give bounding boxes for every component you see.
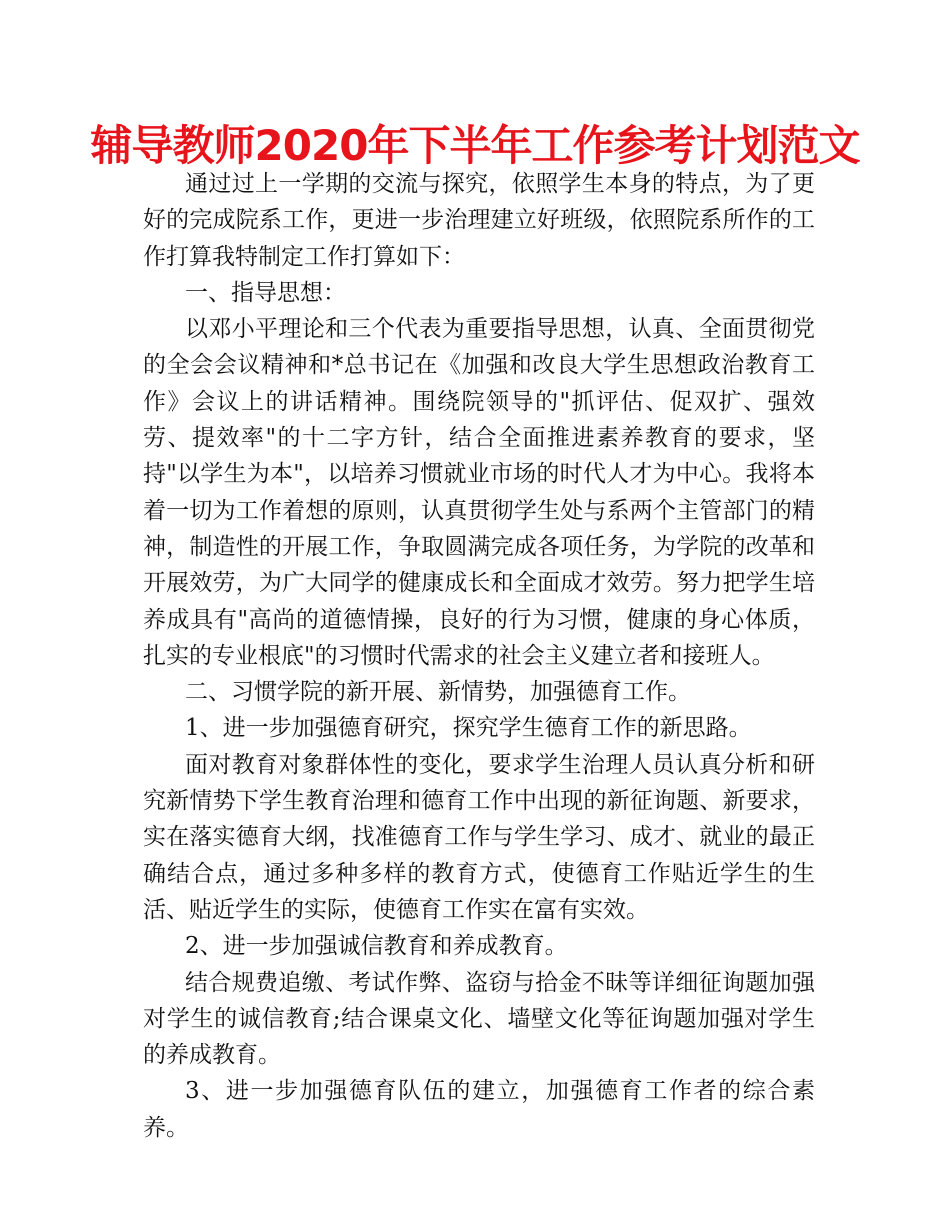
subheading-integrity-education: 2、进一步加强诚信教育和养成教育。 (185, 933, 568, 960)
paragraph-guiding-thought: 以邓小平理论和三个代表为重要指导思想，认真、全面贯彻党的全会会议精神和*总书记在《加强和改良大学生思想政治教育工作》会议上的讲话精神。围绕院领导的"抓评估、促双扩、强效劳、提效率"的十二字方针，结合全面推进素养教育的要求，坚持"以学生为本"，以培养习惯就业市场的时代人才为中心。我将本着一切为工作着想的原则，认真贯彻学生处与系两个主管部门的精神，制造性的开展工作，争取圆满完成各项任务，为学院的改革和开展效劳，为广大同学的健康成长和全面成才效劳。努力把学生培养成具有"高尚的道德情操，良好的行为习惯，健康的身心体质，扎实的专业根底"的习惯时代需求的社会主义建立者和接班人。 (143, 316, 815, 669)
document-title: 辅导教师2020年下半年工作参考计划范文 (90, 121, 860, 170)
section-heading-guiding-thought: 一、指导思想： (185, 279, 346, 306)
paragraph-intro: 通过过上一学期的交流与探究，依照学生本身的特点，为了更好的完成院系工作，更进一步治理建立好班级，依照院系所作的工作打算我特制定工作打算如下： (143, 171, 815, 270)
document-body (143, 166, 815, 1146)
subheading-team-building: 3、进一步加强德育队伍的建立，加强德育工作者的综合素养。 (143, 1078, 815, 1141)
paragraph-integrity-education: 结合规费追缴、考试作弊、盗窃与拾金不昧等详细征询题加强对学生的诚信教育;结合课桌文化、墙壁文化等征询题加强对学生的养成教育。 (143, 969, 815, 1069)
section-heading-moral-education: 二、习惯学院的新开展、新情势，加强德育工作。 (185, 679, 691, 706)
subheading-moral-research: 1、进一步加强德育研究，探究学生德育工作的新思路。 (185, 715, 752, 742)
paragraph-moral-research: 面对教育对象群体性的变化，要求学生治理人员认真分析和研究新情势下学生教育治理和德育工作中出现的新征询题、新要求，实在落实德育大纲，找准德育工作与学生学习、成才、就业的最正确结合点，通过多种多样的教育方式，使德育工作贴近学生的生活、贴近学生的实际，使德育工作实在富有实效。 (143, 751, 815, 923)
